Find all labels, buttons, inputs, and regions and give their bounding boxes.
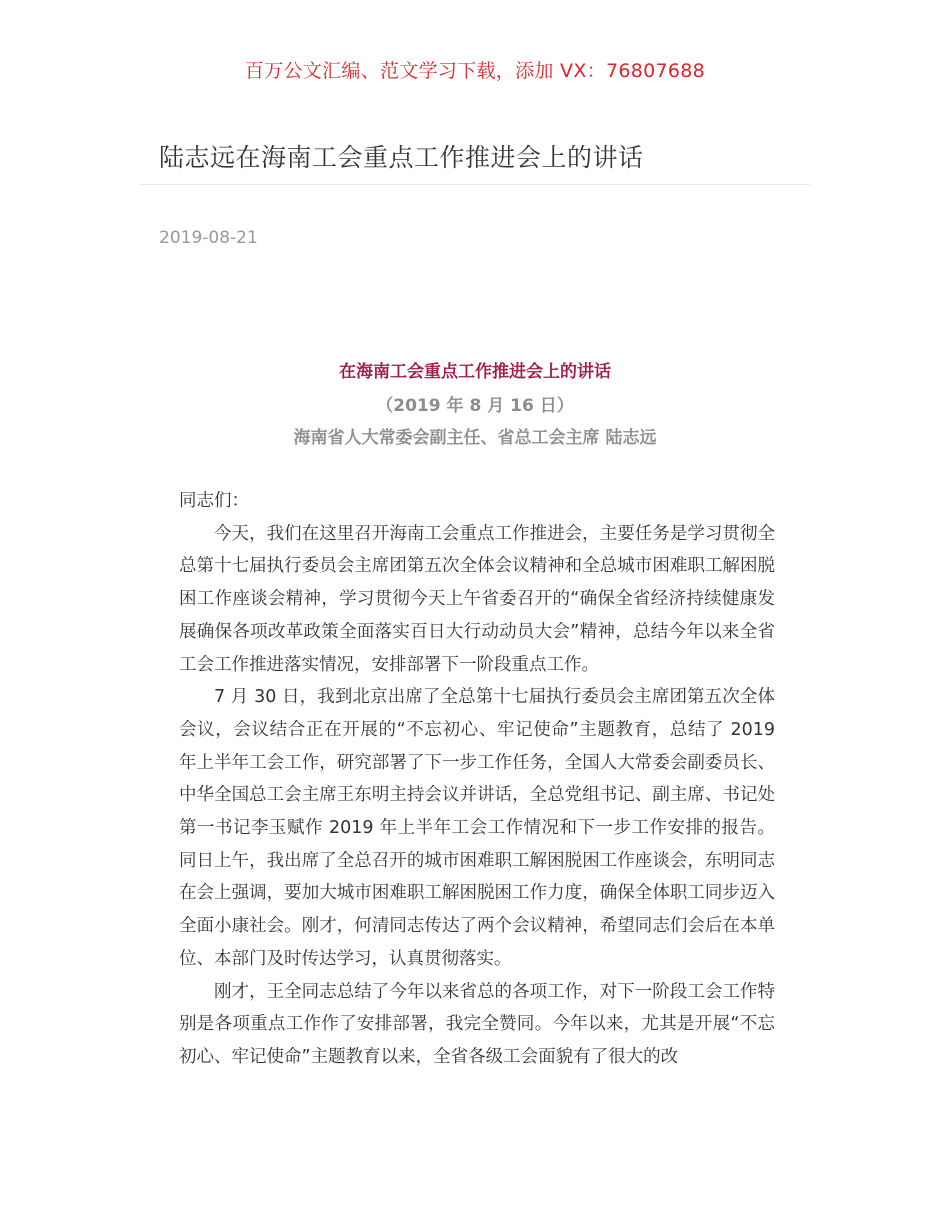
page-title: 陆志远在海南工会重点工作推进会上的讲话 [159, 143, 644, 172]
salutation: 同志们： [179, 491, 249, 511]
paragraph-3: 刚才，王全同志总结了今年以来省总的各项工作，对下一阶段工会工作特别是各项重点工作作了安排部署，我完全赞同。今年以来，尤其是开展“不忘初心、牢记使命”主题教育以来，全省各级工会面貌有了很大的改 [179, 981, 775, 1067]
promo-banner: 百万公文汇编、范文学习下载，添加 VX：76807688 [244, 60, 706, 82]
paragraph-1: 今天，我们在这里召开海南工会重点工作推进会，主要任务是学习贯彻全总第十七届执行委员会主席团第五次全体会议精神和全总城市困难职工解困脱困工作座谈会精神，学习贯彻今天上午省委召开的“确保全省经济持续健康发展确保各项改革政策全面落实百日大行动动员大会”精神，总结今年以来全省工会工作推进落实情况，安排部署下一阶段重点工作。 [179, 523, 775, 675]
speech-body [179, 485, 775, 1074]
post-date: 2019-08-21 [159, 228, 258, 248]
speech-speaker: 海南省人大常委会副主任、省总工会主席 陆志远 [293, 428, 657, 448]
speech-title: 在海南工会重点工作推进会上的讲话 [339, 362, 611, 382]
speech-date: （2019 年 8 月 16 日） [376, 396, 574, 416]
title-divider [140, 184, 810, 185]
paragraph-2: 7 月 30 日，我到北京出席了全总第十七届执行委员会主席团第五次全体会议，会议结合正在开展的“不忘初心、牢记使命”主题教育，总结了 2019 年上半年工会工作，研究部署了下一步工作任务，全国人大常委会副委员长、中华全国总工会主席王东明主持会议并讲话，全总党组书记、副主席、书记处第一书记李玉赋作 2019 年上半年工会工作情况和下一步工作安排的报告。同日上午，我出席了全总召开的城市困难职工解困脱困工作座谈会，东明同志在会上强调，要加大城市困难职工解困脱困工作力度，确保全体职工同步迈入全面小康社会。刚才，何清同志传达了两个会议精神，希望同志们会后在本单位、本部门及时传达学习，认真贯彻落实。 [179, 687, 775, 969]
